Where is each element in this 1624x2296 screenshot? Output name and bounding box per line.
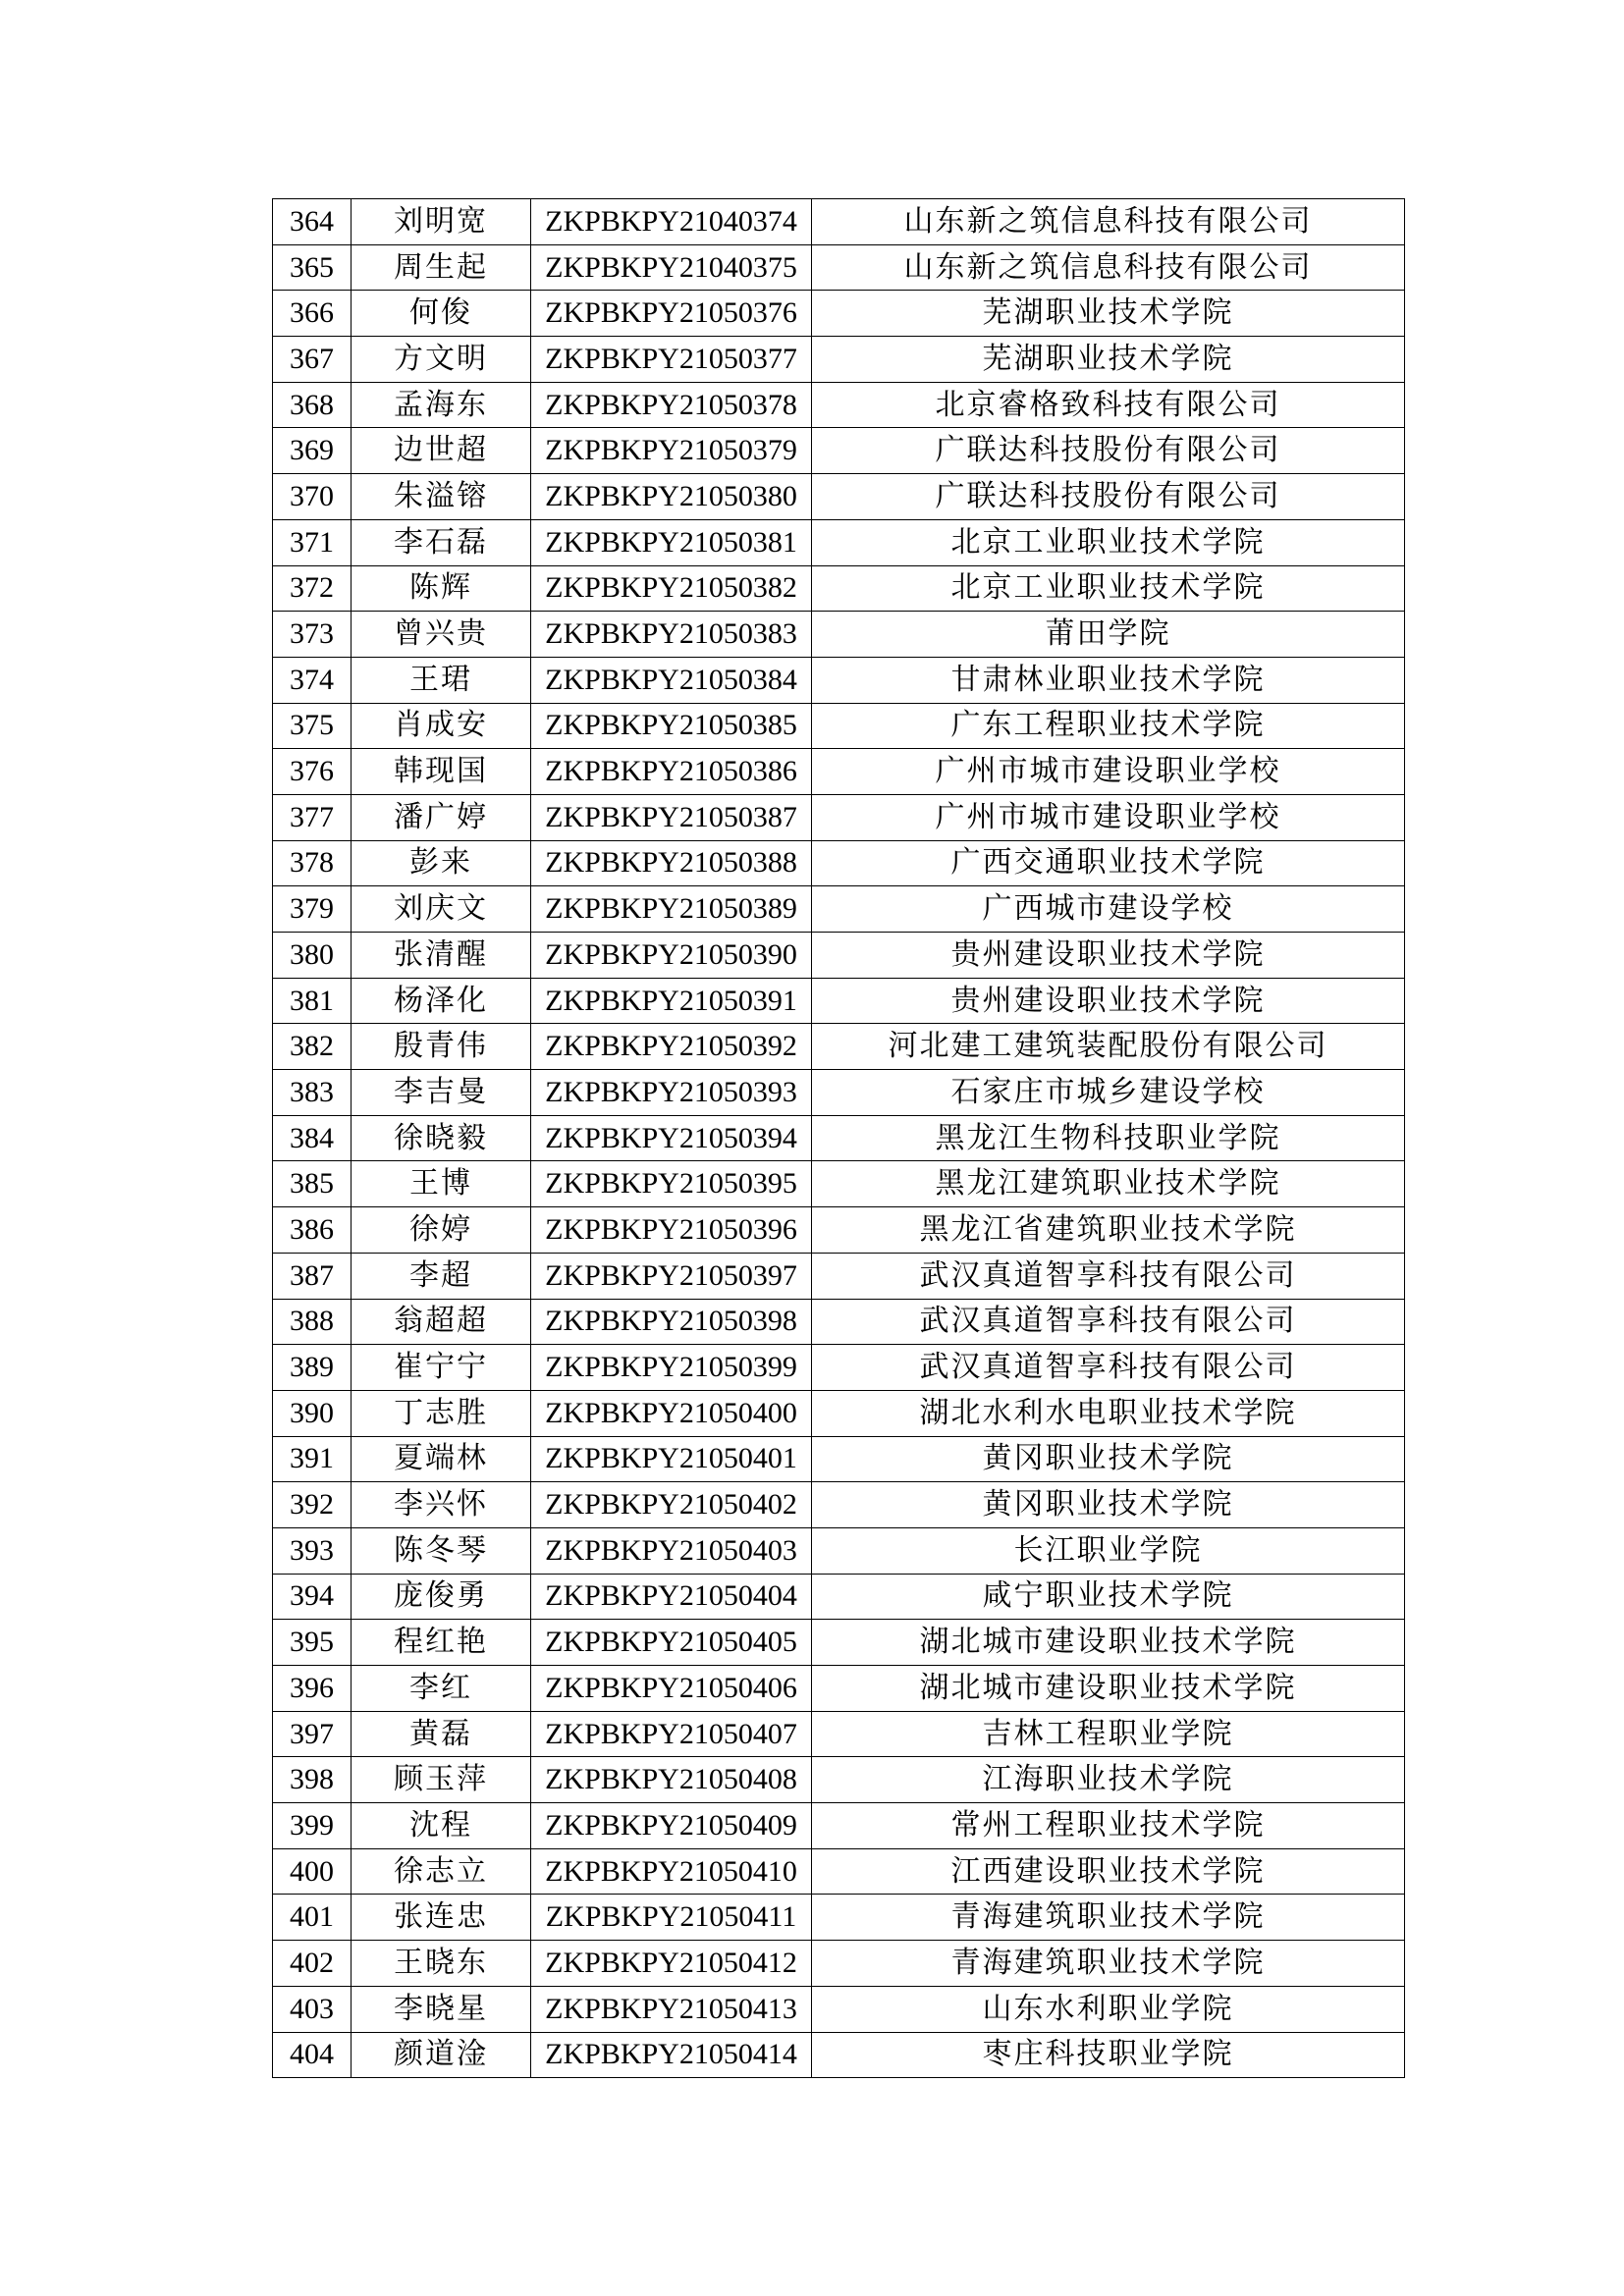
organization-cell: 长江职业学院: [812, 1527, 1405, 1574]
organization-cell: 北京工业职业技术学院: [812, 565, 1405, 612]
table-row: [273, 1574, 1405, 1620]
table-row: [273, 886, 1405, 933]
organization-cell: 黄冈职业技术学院: [812, 1482, 1405, 1528]
person-name-cell: 曾兴贵: [352, 612, 531, 658]
person-name-cell: 方文明: [352, 337, 531, 383]
person-name-cell: 李红: [352, 1666, 531, 1712]
organization-cell: 河北建工建筑装配股份有限公司: [812, 1024, 1405, 1070]
organization-cell: 咸宁职业技术学院: [812, 1574, 1405, 1620]
organization-cell: 广州市城市建设职业学校: [812, 749, 1405, 795]
person-name-cell: 颜道淦: [352, 2032, 531, 2078]
certificate-code-cell: ZKPBKPY21050379: [531, 428, 812, 474]
table-row: [273, 1161, 1405, 1207]
organization-cell: 芜湖职业技术学院: [812, 337, 1405, 383]
row-number-cell: 400: [273, 1848, 352, 1895]
person-name-cell: 李晓星: [352, 1986, 531, 2032]
certificate-code-cell: ZKPBKPY21050406: [531, 1666, 812, 1712]
row-number-cell: 376: [273, 749, 352, 795]
certificate-code-cell: ZKPBKPY21050413: [531, 1986, 812, 2032]
person-name-cell: 朱溢镕: [352, 474, 531, 520]
certificate-code-cell: ZKPBKPY21050391: [531, 978, 812, 1024]
certificate-code-cell: ZKPBKPY21050388: [531, 840, 812, 886]
person-name-cell: 孟海东: [352, 382, 531, 428]
person-name-cell: 张清醒: [352, 933, 531, 979]
certificate-code-cell: ZKPBKPY21040375: [531, 244, 812, 291]
certificate-code-cell: ZKPBKPY21050390: [531, 933, 812, 979]
row-number-cell: 367: [273, 337, 352, 383]
table-row: [273, 1299, 1405, 1345]
row-number-cell: 369: [273, 428, 352, 474]
row-number-cell: 375: [273, 703, 352, 749]
certificate-code-cell: ZKPBKPY21050395: [531, 1161, 812, 1207]
row-number-cell: 399: [273, 1803, 352, 1849]
person-name-cell: 殷青伟: [352, 1024, 531, 1070]
certificate-code-cell: ZKPBKPY21050412: [531, 1941, 812, 1987]
certificate-code-cell: ZKPBKPY21050386: [531, 749, 812, 795]
table-row: [273, 1207, 1405, 1254]
certificate-code-cell: ZKPBKPY21050377: [531, 337, 812, 383]
organization-cell: 莆田学院: [812, 612, 1405, 658]
row-number-cell: 386: [273, 1207, 352, 1254]
person-name-cell: 周生起: [352, 244, 531, 291]
certificate-code-cell: ZKPBKPY21050398: [531, 1299, 812, 1345]
certificate-code-cell: ZKPBKPY21050384: [531, 657, 812, 703]
person-name-cell: 王珺: [352, 657, 531, 703]
table-row: [273, 1527, 1405, 1574]
row-number-cell: 403: [273, 1986, 352, 2032]
row-number-cell: 402: [273, 1941, 352, 1987]
person-name-cell: 徐婷: [352, 1207, 531, 1254]
row-number-cell: 371: [273, 519, 352, 565]
person-name-cell: 杨泽化: [352, 978, 531, 1024]
row-number-cell: 392: [273, 1482, 352, 1528]
table-row: [273, 1803, 1405, 1849]
table-row: [273, 1482, 1405, 1528]
row-number-cell: 397: [273, 1711, 352, 1757]
person-name-cell: 陈辉: [352, 565, 531, 612]
table-row: [273, 2032, 1405, 2078]
person-name-cell: 徐晓毅: [352, 1115, 531, 1161]
person-name-cell: 李吉曼: [352, 1070, 531, 1116]
person-name-cell: 彭来: [352, 840, 531, 886]
person-name-cell: 崔宁宁: [352, 1345, 531, 1391]
table-row: [273, 933, 1405, 979]
organization-cell: 贵州建设职业技术学院: [812, 978, 1405, 1024]
table-row: [273, 1711, 1405, 1757]
certificate-code-cell: ZKPBKPY21050381: [531, 519, 812, 565]
organization-cell: 广西城市建设学校: [812, 886, 1405, 933]
person-name-cell: 丁志胜: [352, 1390, 531, 1436]
table-row: [273, 1115, 1405, 1161]
table-row: [273, 244, 1405, 291]
certificate-code-cell: ZKPBKPY21050404: [531, 1574, 812, 1620]
roster-table-body: [273, 199, 1405, 2078]
organization-cell: 湖北水利水电职业技术学院: [812, 1390, 1405, 1436]
person-name-cell: 李石磊: [352, 519, 531, 565]
organization-cell: 广联达科技股份有限公司: [812, 428, 1405, 474]
organization-cell: 广西交通职业技术学院: [812, 840, 1405, 886]
table-row: [273, 1253, 1405, 1299]
person-name-cell: 沈程: [352, 1803, 531, 1849]
organization-cell: 吉林工程职业学院: [812, 1711, 1405, 1757]
row-number-cell: 396: [273, 1666, 352, 1712]
row-number-cell: 378: [273, 840, 352, 886]
table-row: [273, 1666, 1405, 1712]
organization-cell: 石家庄市城乡建设学校: [812, 1070, 1405, 1116]
certificate-code-cell: ZKPBKPY21050399: [531, 1345, 812, 1391]
organization-cell: 青海建筑职业技术学院: [812, 1941, 1405, 1987]
row-number-cell: 393: [273, 1527, 352, 1574]
table-row: [273, 1345, 1405, 1391]
row-number-cell: 387: [273, 1253, 352, 1299]
table-row: [273, 428, 1405, 474]
table-row: [273, 703, 1405, 749]
certificate-code-cell: ZKPBKPY21050410: [531, 1848, 812, 1895]
row-number-cell: 390: [273, 1390, 352, 1436]
person-name-cell: 程红艳: [352, 1620, 531, 1666]
row-number-cell: 382: [273, 1024, 352, 1070]
table-row: [273, 1390, 1405, 1436]
roster-table: [272, 198, 1405, 2078]
organization-cell: 山东新之筑信息科技有限公司: [812, 199, 1405, 245]
organization-cell: 甘肃林业职业技术学院: [812, 657, 1405, 703]
row-number-cell: 380: [273, 933, 352, 979]
row-number-cell: 374: [273, 657, 352, 703]
table-row: [273, 1620, 1405, 1666]
organization-cell: 北京睿格致科技有限公司: [812, 382, 1405, 428]
row-number-cell: 395: [273, 1620, 352, 1666]
person-name-cell: 李兴怀: [352, 1482, 531, 1528]
row-number-cell: 381: [273, 978, 352, 1024]
certificate-code-cell: ZKPBKPY21050401: [531, 1436, 812, 1482]
person-name-cell: 顾玉萍: [352, 1757, 531, 1803]
organization-cell: 山东新之筑信息科技有限公司: [812, 244, 1405, 291]
row-number-cell: 365: [273, 244, 352, 291]
person-name-cell: 王博: [352, 1161, 531, 1207]
table-row: [273, 978, 1405, 1024]
table-row: [273, 474, 1405, 520]
table-row: [273, 565, 1405, 612]
certificate-code-cell: ZKPBKPY21050383: [531, 612, 812, 658]
table-row: [273, 1986, 1405, 2032]
organization-cell: 贵州建设职业技术学院: [812, 933, 1405, 979]
organization-cell: 黑龙江省建筑职业技术学院: [812, 1207, 1405, 1254]
table-row: [273, 1436, 1405, 1482]
row-number-cell: 364: [273, 199, 352, 245]
person-name-cell: 何俊: [352, 291, 531, 337]
table-row: [273, 382, 1405, 428]
row-number-cell: 383: [273, 1070, 352, 1116]
organization-cell: 黄冈职业技术学院: [812, 1436, 1405, 1482]
row-number-cell: 388: [273, 1299, 352, 1345]
row-number-cell: 394: [273, 1574, 352, 1620]
certificate-code-cell: ZKPBKPY21050382: [531, 565, 812, 612]
certificate-code-cell: ZKPBKPY21050396: [531, 1207, 812, 1254]
organization-cell: 武汉真道智享科技有限公司: [812, 1299, 1405, 1345]
person-name-cell: 夏端林: [352, 1436, 531, 1482]
table-row: [273, 657, 1405, 703]
row-number-cell: 401: [273, 1895, 352, 1941]
certificate-code-cell: ZKPBKPY21050378: [531, 382, 812, 428]
table-row: [273, 1941, 1405, 1987]
row-number-cell: 391: [273, 1436, 352, 1482]
organization-cell: 广东工程职业技术学院: [812, 703, 1405, 749]
person-name-cell: 庞俊勇: [352, 1574, 531, 1620]
table-row: [273, 1895, 1405, 1941]
certificate-code-cell: ZKPBKPY21040374: [531, 199, 812, 245]
certificate-code-cell: ZKPBKPY21050403: [531, 1527, 812, 1574]
certificate-code-cell: ZKPBKPY21050389: [531, 886, 812, 933]
certificate-code-cell: ZKPBKPY21050405: [531, 1620, 812, 1666]
person-name-cell: 李超: [352, 1253, 531, 1299]
table-row: [273, 1848, 1405, 1895]
certificate-code-cell: ZKPBKPY21050407: [531, 1711, 812, 1757]
certificate-code-cell: ZKPBKPY21050393: [531, 1070, 812, 1116]
table-row: [273, 519, 1405, 565]
person-name-cell: 王晓东: [352, 1941, 531, 1987]
person-name-cell: 潘广婷: [352, 794, 531, 840]
table-row: [273, 337, 1405, 383]
person-name-cell: 张连忠: [352, 1895, 531, 1941]
certificate-code-cell: ZKPBKPY21050409: [531, 1803, 812, 1849]
table-row: [273, 840, 1405, 886]
person-name-cell: 陈冬琴: [352, 1527, 531, 1574]
organization-cell: 武汉真道智享科技有限公司: [812, 1253, 1405, 1299]
person-name-cell: 肖成安: [352, 703, 531, 749]
table-row: [273, 1024, 1405, 1070]
organization-cell: 江海职业技术学院: [812, 1757, 1405, 1803]
organization-cell: 山东水利职业学院: [812, 1986, 1405, 2032]
person-name-cell: 徐志立: [352, 1848, 531, 1895]
organization-cell: 芜湖职业技术学院: [812, 291, 1405, 337]
organization-cell: 武汉真道智享科技有限公司: [812, 1345, 1405, 1391]
row-number-cell: 385: [273, 1161, 352, 1207]
row-number-cell: 389: [273, 1345, 352, 1391]
row-number-cell: 373: [273, 612, 352, 658]
certificate-code-cell: ZKPBKPY21050380: [531, 474, 812, 520]
row-number-cell: 384: [273, 1115, 352, 1161]
row-number-cell: 366: [273, 291, 352, 337]
row-number-cell: 372: [273, 565, 352, 612]
certificate-code-cell: ZKPBKPY21050414: [531, 2032, 812, 2078]
certificate-code-cell: ZKPBKPY21050400: [531, 1390, 812, 1436]
organization-cell: 江西建设职业技术学院: [812, 1848, 1405, 1895]
table-row: [273, 794, 1405, 840]
row-number-cell: 398: [273, 1757, 352, 1803]
person-name-cell: 刘明宽: [352, 199, 531, 245]
certificate-code-cell: ZKPBKPY21050385: [531, 703, 812, 749]
organization-cell: 枣庄科技职业学院: [812, 2032, 1405, 2078]
certificate-code-cell: ZKPBKPY21050402: [531, 1482, 812, 1528]
person-name-cell: 边世超: [352, 428, 531, 474]
row-number-cell: 368: [273, 382, 352, 428]
table-row: [273, 1757, 1405, 1803]
organization-cell: 湖北城市建设职业技术学院: [812, 1620, 1405, 1666]
organization-cell: 常州工程职业技术学院: [812, 1803, 1405, 1849]
row-number-cell: 404: [273, 2032, 352, 2078]
row-number-cell: 377: [273, 794, 352, 840]
certificate-code-cell: ZKPBKPY21050387: [531, 794, 812, 840]
certificate-code-cell: ZKPBKPY21050394: [531, 1115, 812, 1161]
table-row: [273, 291, 1405, 337]
person-name-cell: 刘庆文: [352, 886, 531, 933]
organization-cell: 广联达科技股份有限公司: [812, 474, 1405, 520]
certificate-code-cell: ZKPBKPY21050397: [531, 1253, 812, 1299]
table-row: [273, 749, 1405, 795]
organization-cell: 黑龙江生物科技职业学院: [812, 1115, 1405, 1161]
certificate-code-cell: ZKPBKPY21050411: [531, 1895, 812, 1941]
person-name-cell: 翁超超: [352, 1299, 531, 1345]
person-name-cell: 韩现国: [352, 749, 531, 795]
organization-cell: 青海建筑职业技术学院: [812, 1895, 1405, 1941]
row-number-cell: 370: [273, 474, 352, 520]
row-number-cell: 379: [273, 886, 352, 933]
organization-cell: 广州市城市建设职业学校: [812, 794, 1405, 840]
certificate-code-cell: ZKPBKPY21050408: [531, 1757, 812, 1803]
person-name-cell: 黄磊: [352, 1711, 531, 1757]
table-row: [273, 612, 1405, 658]
organization-cell: 黑龙江建筑职业技术学院: [812, 1161, 1405, 1207]
table-row: [273, 1070, 1405, 1116]
certificate-code-cell: ZKPBKPY21050392: [531, 1024, 812, 1070]
certificate-code-cell: ZKPBKPY21050376: [531, 291, 812, 337]
organization-cell: 北京工业职业技术学院: [812, 519, 1405, 565]
table-row: [273, 199, 1405, 245]
organization-cell: 湖北城市建设职业技术学院: [812, 1666, 1405, 1712]
